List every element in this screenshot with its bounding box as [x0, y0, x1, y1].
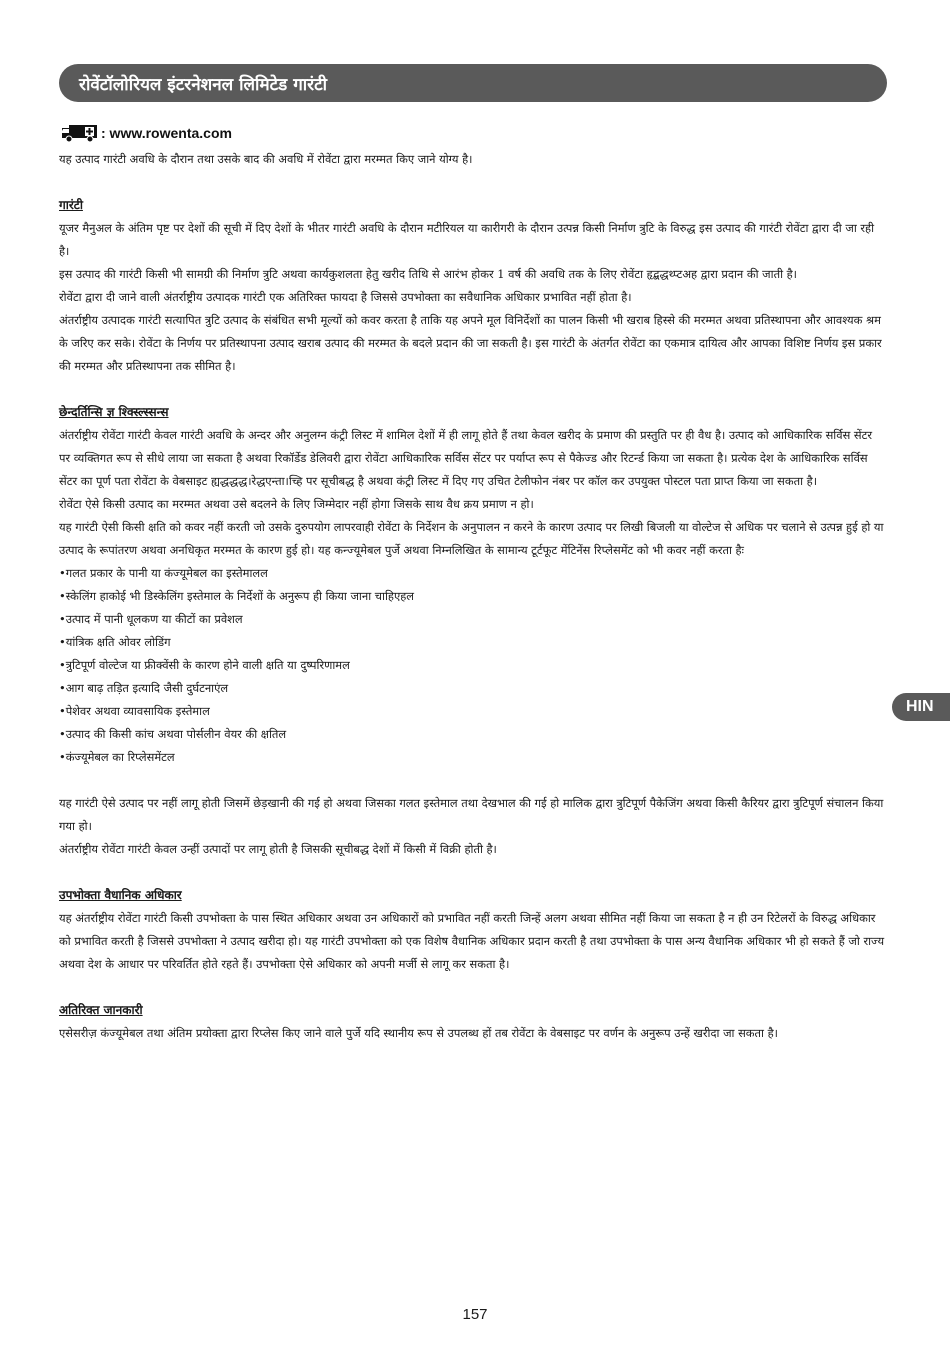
consumer-rights-heading: उपभोक्ता वैधानिक अधिकार [59, 888, 182, 902]
conditions-paragraph: यह गारंटी ऐसे उत्पाद पर नहीं लागू होती जिसमें छेड़खानी की गई हो अथवा जिसका गलत इस्तेमाल तथा देखभाल की गई हो मालिक द्वारा त्रुटिपूर्ण पैकेजिंग अथवा किसी कैरियर द्वारा त्रुटिपूर्ण संचालन किया गया हो। [59, 796, 884, 833]
list-item: • कंज्यूमेबल का रिप्लेसमेंटल [59, 746, 885, 769]
service-van-icon [59, 123, 99, 143]
guarantee-paragraph: अंतर्राष्ट्रीय उत्पादक गारंटी सत्यापित त्रुटि उत्पाद के संबंधित सभी मूल्यों को कवर करता है ताकि यह अपने मूल विनिर्देशों का पालन किसी भी खराब हिस्से की मरम्मत अथवा प्रतिस्थापना और आवश्यक श्रम के जरिए कर सके। रोवेंटा के निर्णय पर प्रतिस्थापना उत्पाद खराब उत्पाद की मरम्मत के बदले प्रदान की जा सकती है। इस गारंटी के अंतर्गत रोवेंटा का एकमात्र दायित्व और आपका विशिष्ट निर्णय इस प्रकार की मरम्मत और प्रतिस्थापना तक सीमित है। [59, 313, 882, 373]
page-number: 157 [462, 1306, 488, 1323]
additional-info-paragraph: एसेसरीज़ कंज्यूमेबल तथा अंतिम प्रयोक्ता द्वारा रिप्लेस किए जाने वाले पुर्जे यदि स्थानीय रूप से उपलब्ध हों तब रोवेंटा के वेबसाइट पर वर्णन के अनुरूप उन्हें खरीदा जा सकता है। [59, 1026, 778, 1040]
website-row [59, 122, 232, 144]
guarantee-heading: गारंटी [59, 198, 83, 212]
list-item: • पेशेवर अथवा व्यावसायिक इस्तेमाल [59, 700, 885, 723]
conditions-paragraph: यह गारंटी ऐसी किसी क्षति को कवर नहीं करती जो उसके दुरुपयोग लापरवाही रोवेंटा के निर्देशन के अनुपालन न करने के कारण उत्पाद पर लिखी बिजली या वोल्टेज से अधिक पर चलाने से उत्पन्न हुई हो या उत्पाद के रूपांतरण अथवा अनधिकृत मरम्मत के कारण हुई हो। यह कन्ज्यूमेबल पुर्जे अथवा निम्नलिखित के सामान्य टूर्टफूट मेंटिनेंस रिप्लेसमेंट को भी कवर नहीं करता हैः [59, 520, 884, 557]
document-body [59, 148, 885, 1045]
guarantee-paragraph: इस उत्पाद की गारंटी किसी भी सामग्री की निर्माण त्रुटि अथवा कार्यकुशलता हेतु खरीद तिथि से आरंभ होकर 1 वर्ष की अवधि तक के लिए रोवेंटा हृद्बद्धथ्प्टअह द्वारा प्रदान की जाती है। [59, 267, 798, 281]
intro-paragraph: यह उत्पाद गारंटी अवधि के दौरान तथा उसके बाद की अवधि में रोवेंटा द्वारा मरम्मत किए जाने योग्य है। [59, 152, 473, 166]
list-item: • त्रुटिपूर्ण वोल्टेज या फ्रीक्वेंसी के कारण होने वाली क्षति या दुष्परिणामल [59, 654, 885, 677]
conditions-heading: छेन्दर्तिन्सि ज्ञ श्क्स्ल्स्सिन्स [59, 405, 169, 419]
header-bar [59, 64, 887, 102]
conditions-paragraph: अंतर्राष्ट्रीय रोवेंटा गारंटी केवल गारंटी अवधि के अन्दर और अनुलग्न कंट्री लिस्ट में शामिल देशों में ही लागू होते हैं तथा केवल खरीद के प्रमाण की प्रस्तुति पर ही वैध है। उत्पाद को आधिकारिक सर्विस सेंटर पर व्यक्तिगत रूप से सीधे लाया जा सकता है अथवा रिकॉर्डेड डेलिवरी द्वारा रोवेंटा आधिकारिक सर्विस सेंटर पर पर्याप्त रूप से पैकेज्ड और रिटर्न्ड किया जा सकता है। प्रत्येक देश के आधिकारिक सर्विस सेंटर का पूर्ण पता रोवेंटा के वेबसाइट ह्यद्धद्धद्ध।रेद्धएन्ता।च्हि पर सूचीबद्ध है अथवा कंट्री लिस्ट में दिए गए उचित टेलीफोन नंबर पर कॉल कर उपयुक्त पोस्टल पता प्राप्त किया जा सकता है। [59, 428, 872, 488]
list-item: • स्केलिंग हाकोई भी डिस्केलिंग इस्तेमाल के निर्देशों के अनुरूप ही किया जाना चाहिएहल [59, 585, 885, 608]
guarantee-paragraph: यूजर मैनुअल के अंतिम पृष्ट पर देशों की सूची में दिए देशों के भीतर गारंटी अवधि के दौरान मटीरियल या कारीगरी के दौरान उत्पन्न किसी निर्माण त्रुटि के विरुद्ध इस उत्पाद की गारंटी रोवेंटा द्वारा दी जा रही है। [59, 221, 875, 258]
list-item: • गलत प्रकार के पानी या कंज्यूमेबल का इस्तेमालल [59, 562, 885, 585]
conditions-paragraph: रोवेंटा ऐसे किसी उत्पाद का मरम्मत अथवा उसे बदलने के लिए जिम्मेदार नहीं होगा जिसके साथ वैध क्रय प्रमाण न हो। [59, 497, 534, 511]
language-tab: HIN [892, 693, 950, 721]
guarantee-paragraph: रोवेंटा द्वारा दी जाने वाली अंतर्राष्ट्रीय उत्पादक गारंटी एक अतिरिक्त फायदा है जिससे उपभोक्ता का सवैधानिक अधिकार प्रभावित नहीं होता है। [59, 290, 632, 304]
website-url[interactable]: : www.rowenta.com [101, 125, 232, 141]
page-title: रोवेंटॉलोरियल इंटरनेशनल लिमिटेड गारंटी [79, 75, 328, 95]
additional-info-heading: अतिरिक्त जानकारी [59, 1003, 143, 1017]
list-item: • आग बाढ़ तड़ित इत्यादि जैसी दुर्घटनाएंल [59, 677, 885, 700]
list-item: • उत्पाद की किसी कांच अथवा पोर्सलीन वेयर की क्षतिल [59, 723, 885, 746]
list-item: • यांत्रिक क्षति ओवर लोडिंग [59, 631, 885, 654]
conditions-paragraph: अंतर्राष्ट्रीय रोवेंटा गारंटी केवल उन्हीं उत्पादों पर लागू होती है जिसकी सूचीबद्ध देशों में किसी में विक्री होती है। [59, 842, 497, 856]
list-item: • उत्पाद में पानी धूलकण या कीटों का प्रवेशल [59, 608, 885, 631]
exclusions-list [59, 562, 885, 769]
consumer-rights-paragraph: यह अंतर्राष्ट्रीय रोवेंटा गारंटी किसी उपभोक्ता के पास स्थित अधिकार अथवा उन अधिकारों को प्रभावित नहीं करती जिन्हें अलग अथवा सीमित नहीं किया जा सकता है न ही उन रिटेलरों के विरुद्ध अधिकार को प्रभावित करती है जिससे उपभोक्ता ने उत्पाद खरीदा हो। यह गारंटी उपभोक्ता को एक विशेष वैधानिक अधिकार प्रदान करती है तथा उपभोक्ता के पास अन्य वैधानिक अधिकार भी हो सकते हैं जो राज्य अथवा देश के आधार पर परिवर्तित होते रहते हैं। उपभोक्ता ऐसे अधिकार को अपनी मर्जी से लागू कर सकता है। [59, 911, 885, 971]
